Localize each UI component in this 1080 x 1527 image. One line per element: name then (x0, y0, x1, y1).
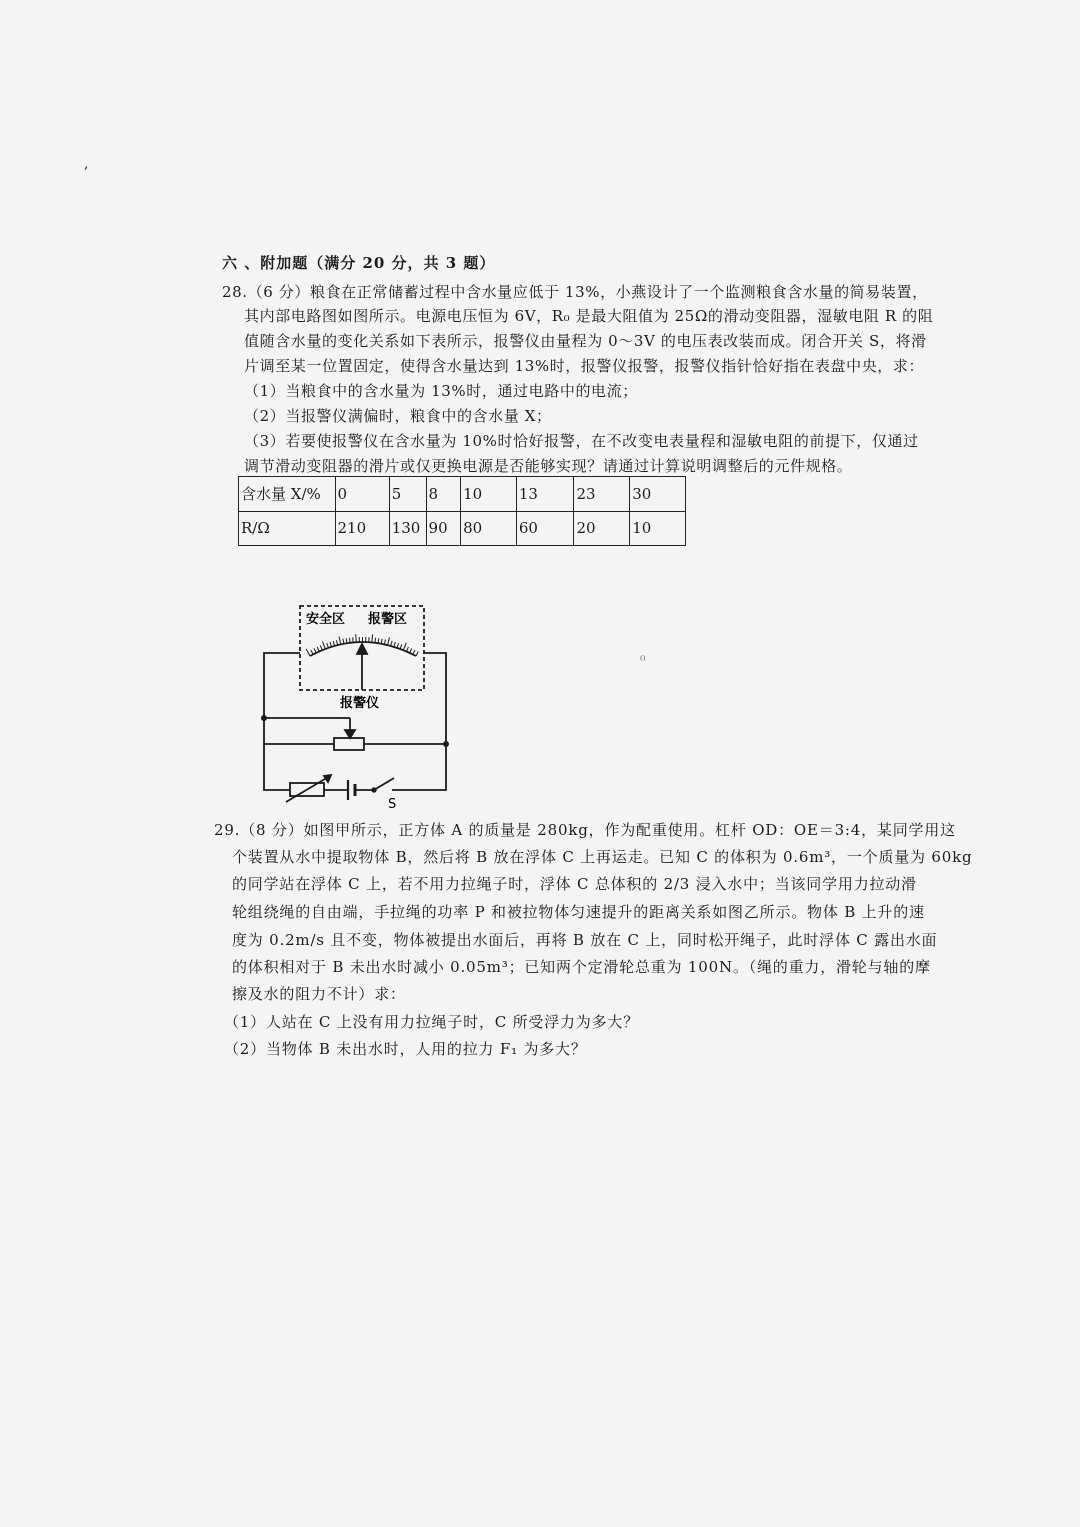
dial-tick (416, 652, 418, 656)
table-row (239, 511, 686, 546)
q29-line-1: 29.（8 分）如图甲所示，正方体 A 的质量是 280kg，作为配重使用。杠杆 OD：OE＝3:4，某同学用这 (214, 821, 956, 839)
q28-line-1: 28.（6 分）粮食在正常储蓄过程中含水量应低于 13%，小燕设计了一个监测粮食含水量的简易装置， (222, 283, 928, 301)
dial-tick (397, 643, 399, 648)
table-cell: 210 (335, 511, 389, 546)
table-cell: 10 (461, 477, 517, 512)
humidity-resistance-table (238, 476, 686, 546)
q29-line-7: 擦及水的阻力不计）求： (232, 985, 406, 1003)
junction-dot (261, 715, 267, 721)
scan-speck: , (84, 156, 89, 172)
q28-line-3: 值随含水量的变化关系如下表所示，报警仪由量程为 0～3V 的电压表改装而成。闭合开关 S，将滑 (244, 332, 927, 350)
dial-tick (336, 640, 337, 645)
table-cell: 23 (574, 477, 630, 512)
switch-lever (374, 778, 394, 790)
dial-tick (410, 648, 412, 653)
dial-tick (403, 643, 406, 650)
needle-arrow-icon (357, 644, 367, 654)
table-cell: 含水量 X/% (239, 477, 336, 512)
table-row (239, 477, 686, 512)
table-cell: 30 (630, 477, 686, 512)
q29-line-3: 的同学站在浮体 C 上，若不用力拉绳子时，浮体 C 总体积的 2/3 浸入水中；当该同学用力拉动滑 (232, 875, 917, 893)
dial-tick (314, 648, 316, 653)
dial-tick (394, 642, 395, 647)
dial-tick (323, 641, 326, 648)
dial-tick (400, 644, 402, 649)
dial-tick (391, 641, 392, 646)
section-heading: 六 、附加题（满分 20 分，共 3 题） (222, 254, 496, 272)
q28-line-7: （3）若要使报警仪在含水量为 10%时恰好报警，在不改变电表量程和湿敏电阻的前提下，仅通过 (244, 432, 919, 450)
dial-tick (306, 649, 310, 656)
table-cell: 5 (389, 477, 426, 512)
table-cell: 13 (516, 477, 574, 512)
sliding-rheostat (334, 738, 364, 750)
dial-tick (372, 634, 373, 642)
dial-tick (375, 638, 376, 643)
dial-tick (327, 643, 329, 648)
table-cell: 0 (335, 477, 389, 512)
meter-label: 报警仪 (340, 696, 380, 711)
q29-question-1: （1）人站在 C 上没有用力拉绳子时，C 所受浮力为多大？ (224, 1013, 640, 1031)
dial-tick (339, 637, 341, 645)
switch-label: S (388, 797, 397, 810)
q28-line-5: （1）当粮食中的含水量为 13%时，通过电路中的电流； (244, 382, 638, 400)
left-wire (264, 653, 302, 790)
q29-question-2: （2）当物体 B 未出水时，人用的拉力 F₁ 为多大？ (224, 1040, 587, 1058)
junction-dot (443, 741, 449, 747)
table-cell: R/Ω (239, 511, 336, 546)
q29-line-5: 度为 0.2m/s 且不变，物体被提出水面后，再将 B 放在 C 上，同时松开绳子，此时浮体 C 露出水面 (232, 931, 938, 949)
q29-line-4: 轮组绕绳的自由端，手拉绳的功率 P 和被拉物体匀速提升的距离关系如图乙所示。物体 B 上升的速 (232, 903, 925, 921)
q28-line-8: 调节滑动变阻器的滑片或仅更换电源是否能够实现？请通过计算说明调整后的元件规格。 (244, 457, 853, 475)
stray-scan-mark: ₍₎ (640, 650, 646, 663)
slider-arrow-icon (345, 730, 355, 738)
dial-tick (320, 646, 322, 651)
dial-tick (333, 641, 334, 646)
alarm-zone-label: 报警区 (368, 612, 408, 627)
table-cell: 90 (426, 511, 461, 546)
dial-tick (349, 638, 350, 643)
q28-line-6: （2）当报警仪满偏时，粮食中的含水量 X； (244, 407, 552, 425)
dial-tick (330, 642, 331, 647)
dial-tick (384, 639, 385, 644)
table-cell: 60 (516, 511, 574, 546)
right-wire (392, 653, 446, 790)
dial-tick (317, 647, 319, 652)
dial-tick (413, 650, 415, 654)
alarm-circuit-diagram (240, 598, 460, 810)
dial-tick (388, 637, 390, 645)
table-cell: 8 (426, 477, 461, 512)
q28-line-4: 片调至某一位置固定，使得含水量达到 13%时，报警仪报警，报警仪指针恰好指在表盘中央，求： (244, 357, 925, 375)
q28-line-2: 其内部电路图如图所示。电源电压恒为 6V，R₀ 是最大阻值为 25Ω的滑动变阻器，湿敏电阻 R 的阻 (244, 307, 934, 325)
table-cell: 80 (461, 511, 517, 546)
safe-zone-label: 安全区 (306, 612, 346, 627)
dial-tick (406, 647, 408, 652)
dial-tick (311, 650, 313, 654)
q29-line-2: 个装置从水中提取物体 B，然后将 B 放在浮体 C 上再运走。已知 C 的体积为 0.6m³，一个质量为 60kg (232, 848, 973, 866)
table-cell: 10 (630, 511, 686, 546)
table-cell: 20 (574, 511, 630, 546)
table-cell: 130 (389, 511, 426, 546)
q29-line-6: 的体积相对于 B 未出水时减小 0.05m³；已知两个定滑轮总重为 100N。（绳的重力，滑轮与轴的摩 (232, 958, 931, 976)
variable-arrow-icon (324, 775, 331, 782)
